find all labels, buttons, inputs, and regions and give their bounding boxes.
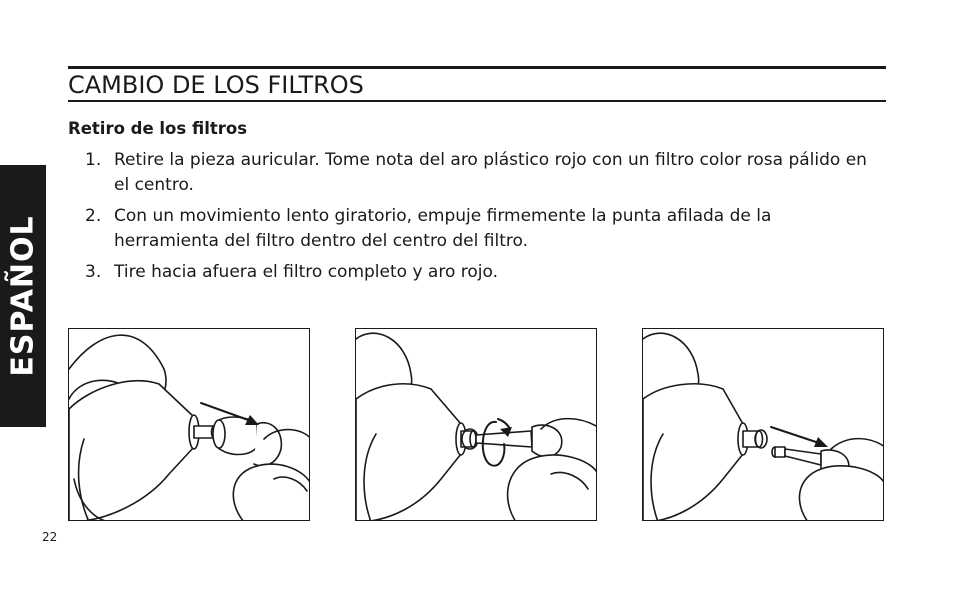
illustration-panel-3 <box>642 328 884 521</box>
language-tab-label: ESPAÑOL <box>5 215 41 377</box>
step-number: 3. <box>85 262 102 282</box>
language-side-tab <box>0 165 46 427</box>
instruction-steps <box>68 148 878 291</box>
step-item <box>68 148 878 198</box>
step-text: Con un movimiento lento giratorio, empuje firmemente la punta afilada de la herramienta del filtro dentro del centro del filtro. <box>114 206 772 251</box>
subsection-title: Retiro de los filtros <box>68 119 248 138</box>
step-number: 2. <box>85 206 102 226</box>
step-number: 1. <box>85 150 102 170</box>
step-item <box>68 204 878 254</box>
page-number: 22 <box>42 530 58 544</box>
filter-pull-out-illustration <box>643 329 884 521</box>
title-rule-bottom <box>68 100 886 102</box>
illustration-panel-2 <box>355 328 597 521</box>
earpiece-removal-illustration <box>69 329 310 521</box>
step-text: Tire hacia afuera el filtro completo y aro rojo. <box>114 262 498 282</box>
filter-tool-twist-illustration <box>356 329 597 521</box>
step-item <box>68 260 878 285</box>
title-rule-top <box>68 66 886 69</box>
step-text: Retire la pieza auricular. Tome nota del aro plástico rojo con un filtro color rosa pálido en el centro. <box>114 150 867 195</box>
illustration-panel-1 <box>68 328 310 521</box>
section-title: CAMBIO DE LOS FILTROS <box>68 71 364 99</box>
